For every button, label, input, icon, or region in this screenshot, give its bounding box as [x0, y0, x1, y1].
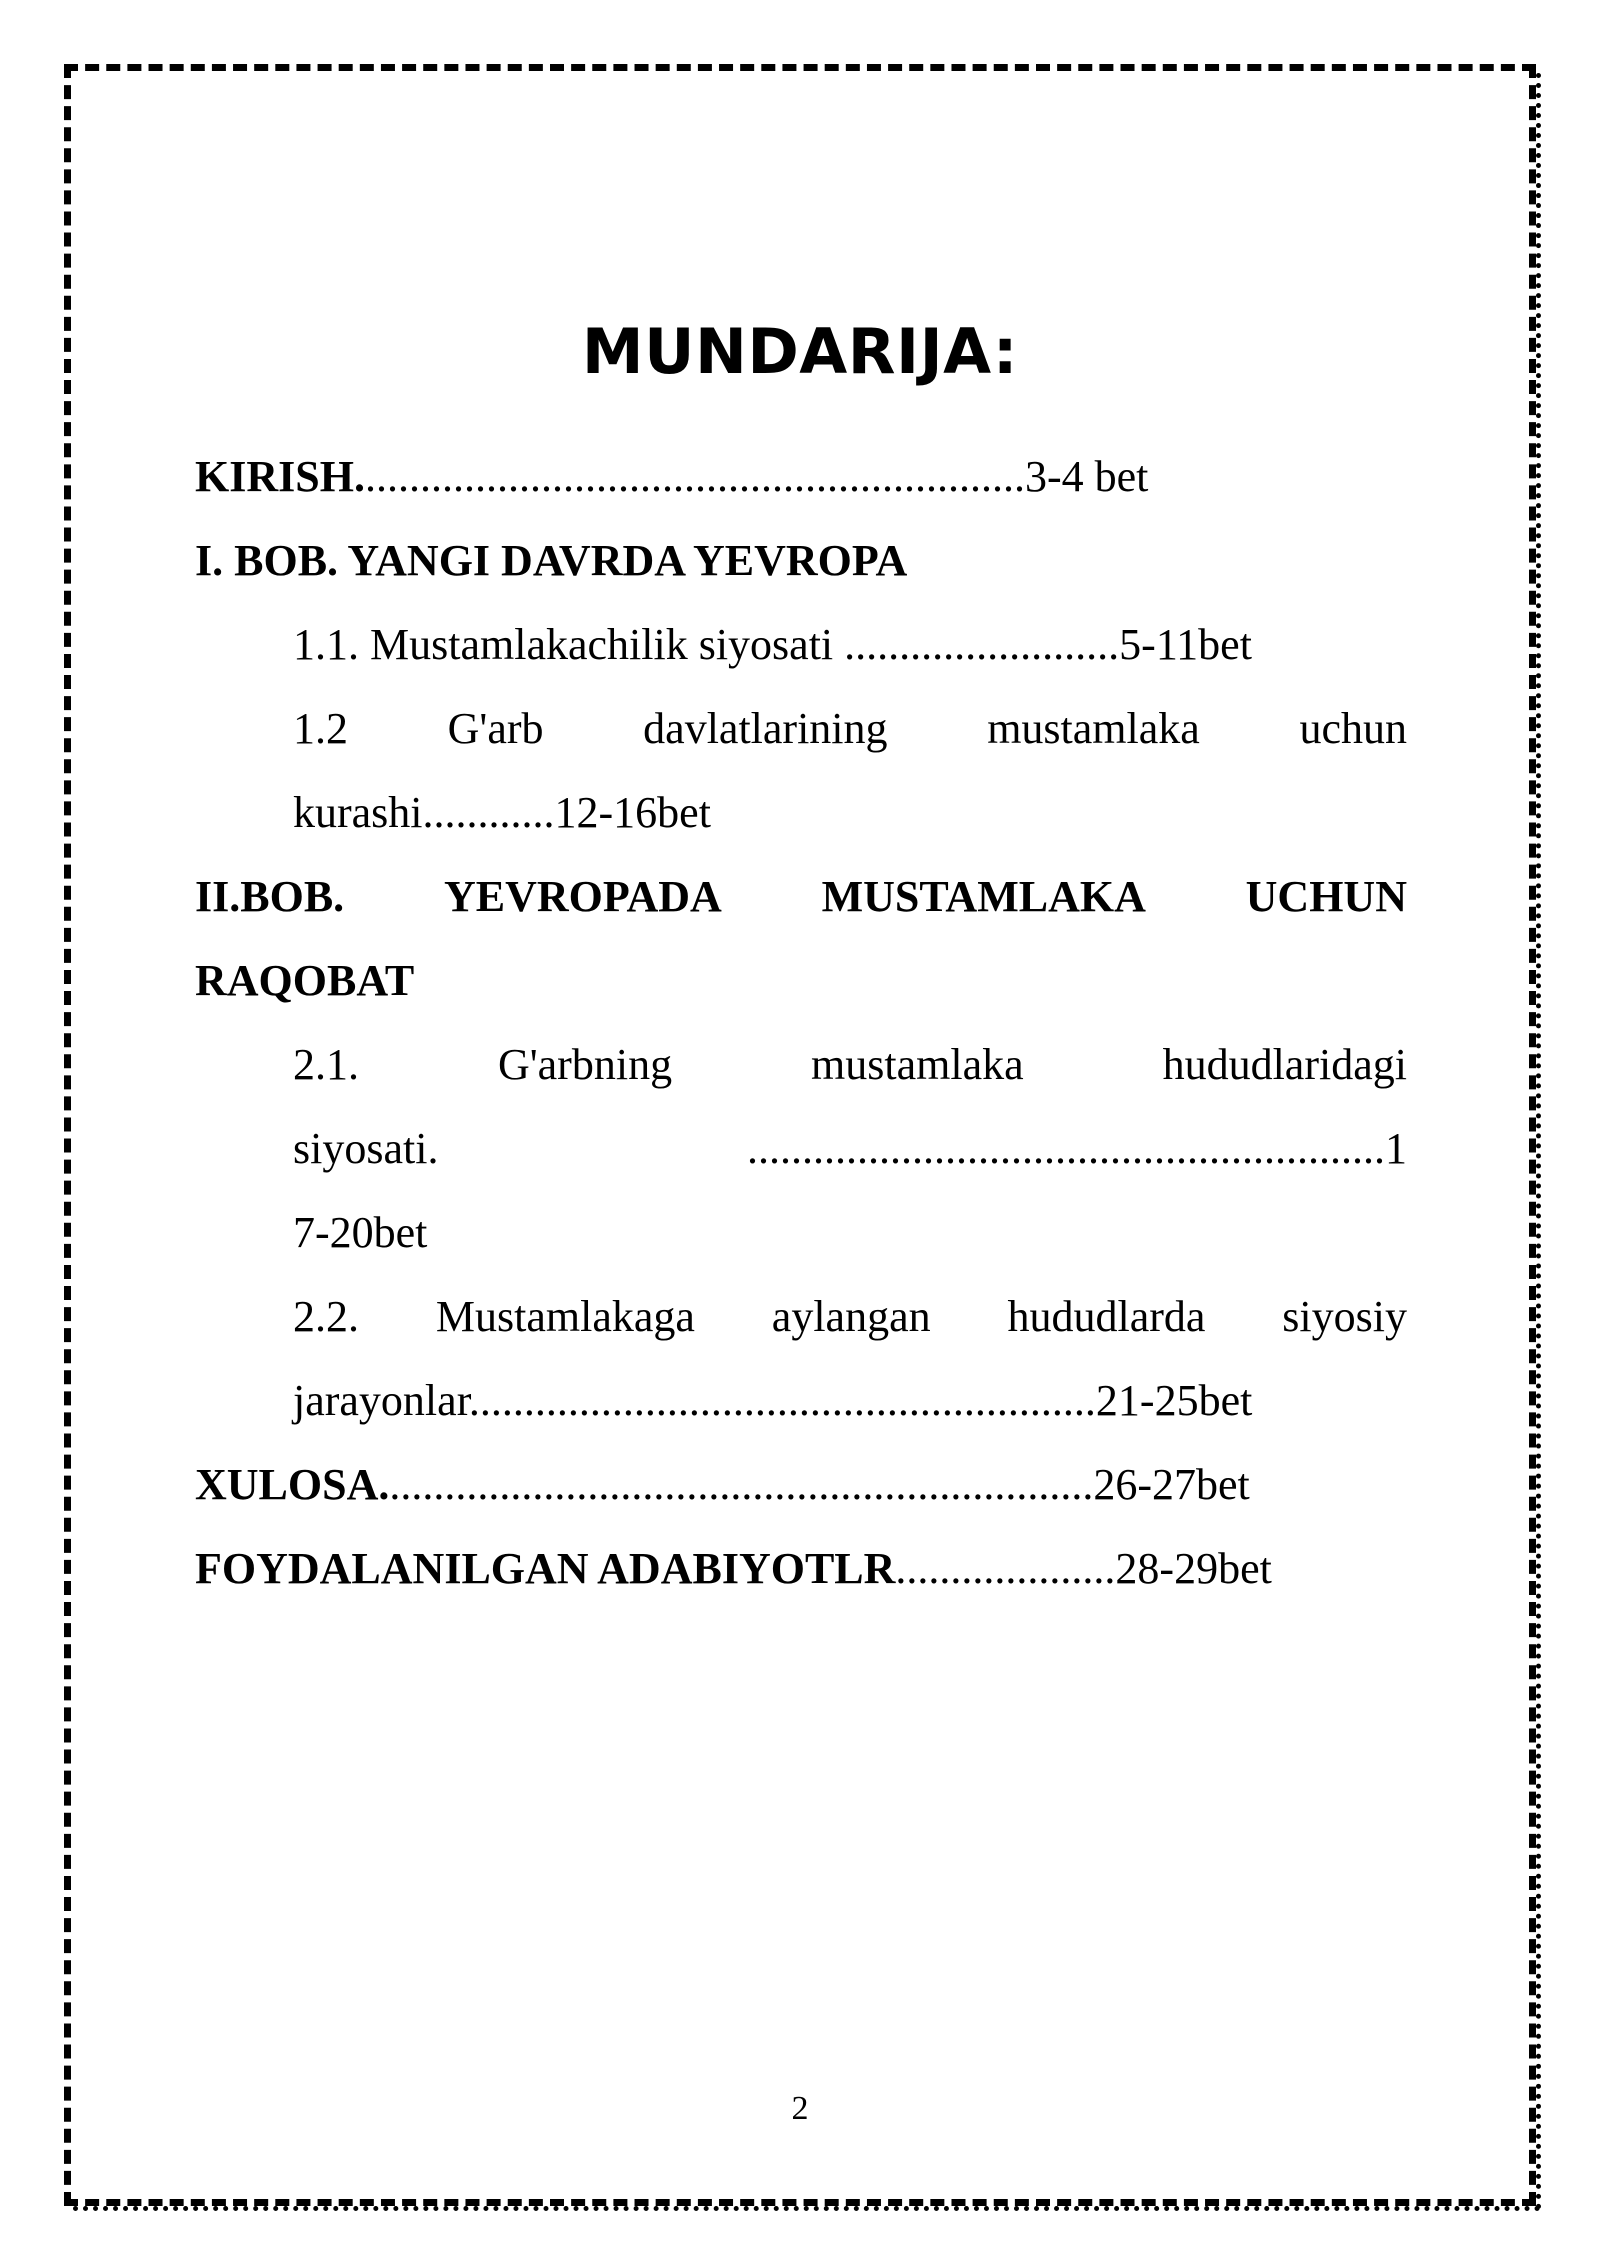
toc-leader: ..........................................................1	[747, 1124, 1407, 1173]
toc-word: MUSTAMLAKA	[821, 872, 1146, 921]
toc-entry-kirish	[195, 435, 1407, 519]
toc-page-range: 26-27bet	[1093, 1460, 1250, 1509]
toc-page-range: 3-4 bet	[1024, 452, 1149, 501]
toc-word: Mustamlakaga	[435, 1292, 695, 1341]
toc-section-2-2	[195, 1275, 1407, 1359]
toc-word: YEVROPADA	[443, 872, 722, 921]
toc-section-1-1: 1.1. Mustamlakachilik siyosati .........................5-11bet	[293, 620, 1252, 669]
toc-word: siyosiy	[1282, 1292, 1407, 1341]
toc-word: 2.2.	[293, 1292, 359, 1341]
toc-word: 2.1.	[293, 1040, 359, 1089]
toc-section-2-2-continued: jarayonlar.........................................................21-25bet	[293, 1376, 1253, 1425]
toc-section-1-2	[195, 687, 1407, 771]
toc-entry-label: FOYDALANILGAN ADABIYOTLR	[195, 1544, 896, 1593]
toc-leader: ............................................................	[364, 452, 1025, 501]
toc-entry-xulosa	[195, 1443, 1407, 1527]
toc-page-range: 28-29bet	[1115, 1544, 1272, 1593]
toc-word: mustamlaka	[987, 704, 1200, 753]
toc-word: G'arbning	[497, 1040, 673, 1089]
table-of-contents	[195, 435, 1407, 1611]
page-title: MUNDARIJA:	[581, 315, 1019, 388]
toc-section-2-1	[195, 1023, 1407, 1107]
toc-word: davlatlarining	[643, 704, 888, 753]
toc-word: II.BOB.	[195, 872, 345, 921]
toc-word: 1.2	[293, 704, 348, 753]
toc-chapter-1-heading: I. BOB. YANGI DAVRDA YEVROPA	[195, 536, 908, 585]
toc-word: UCHUN	[1245, 872, 1407, 921]
toc-leader: ....................	[895, 1544, 1116, 1593]
page-number: 2	[791, 2090, 809, 2127]
toc-word: hududlarda	[1007, 1292, 1206, 1341]
toc-entry-adabiyotlar	[195, 1527, 1407, 1611]
toc-leader: ................................................................	[389, 1460, 1094, 1509]
toc-entry-label: XULOSA.	[195, 1460, 390, 1509]
toc-section-2-1-line-2	[195, 1107, 1407, 1191]
toc-word: uchun	[1299, 704, 1407, 753]
toc-section-1-2-continued: kurashi............12-16bet	[293, 788, 711, 837]
toc-word: hududlaridagi	[1162, 1040, 1407, 1089]
toc-entry-label: KIRISH.	[195, 452, 365, 501]
toc-word: G'arb	[447, 704, 544, 753]
toc-chapter-2-heading	[195, 855, 1407, 939]
toc-word: aylangan	[771, 1292, 931, 1341]
toc-section-2-1-continued: 7-20bet	[293, 1208, 428, 1257]
toc-word: siyosati.	[293, 1124, 439, 1173]
toc-chapter-2-heading-continued: RAQOBAT	[195, 956, 415, 1005]
toc-word: mustamlaka	[811, 1040, 1024, 1089]
